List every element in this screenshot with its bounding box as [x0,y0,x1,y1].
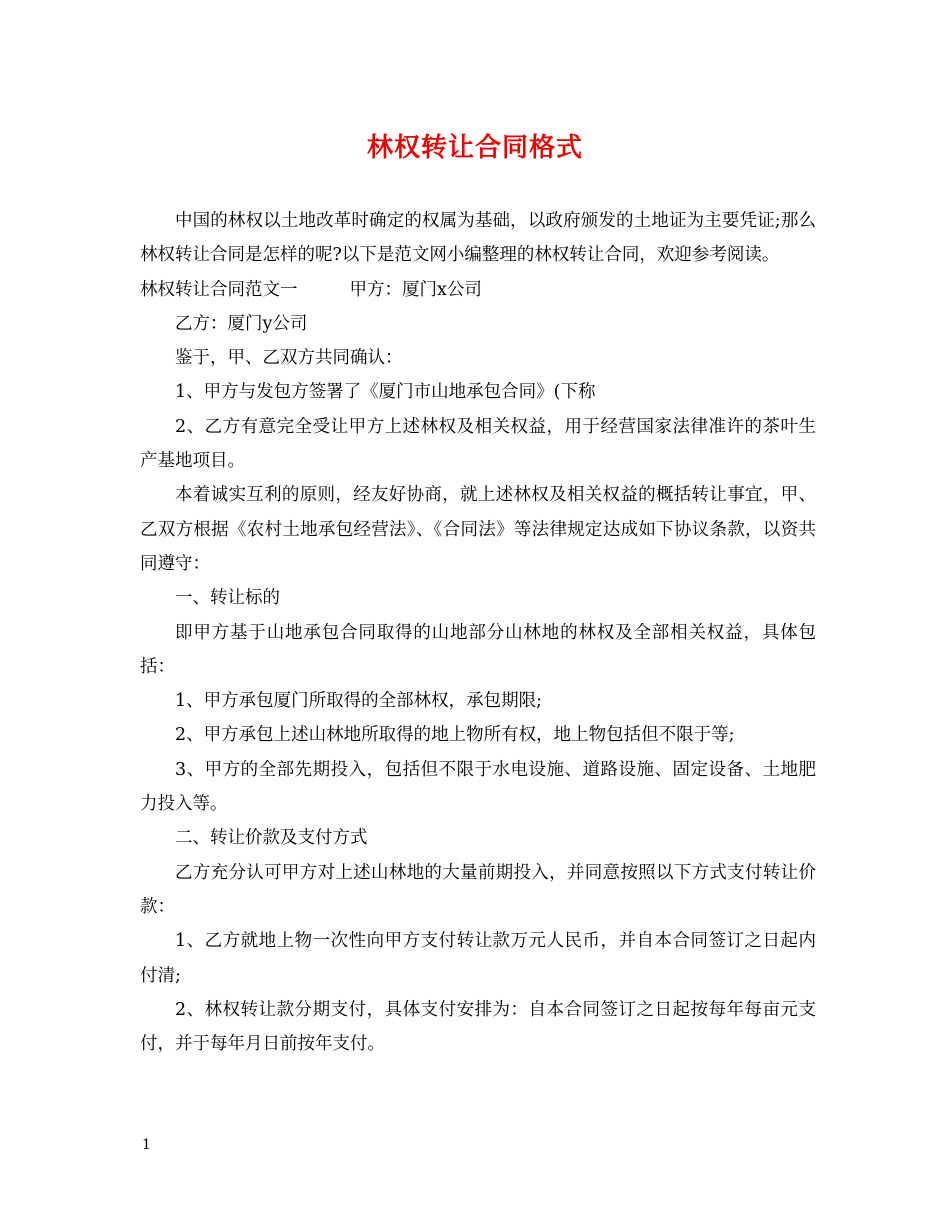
section-2-description: 乙方充分认可甲方对上述山林地的大量前期投入，并同意按照以下方式支付转让价款： [140,862,816,917]
principle-paragraph: 本着诚实互利的原则，经友好协商，就上述林权及相关权益的概括转让事宜，甲、乙双方根据《农村土地承包经营法》、《合同法》等法律规定达成如下协议条款，以资共同遵守： [140,485,816,574]
sample-heading: 林权转让合同范文一 [140,279,298,300]
section-1-item-1: 1、甲方承包厦门所取得的全部林权，承包期限; [175,691,543,712]
section-1-description: 即甲方基于山地承包合同取得的山地部分山林地的林权及全部相关权益，具体包括： [140,622,816,677]
document-title: 林权转让合同格式 [366,133,583,163]
document-body [140,204,816,1061]
whereas-item-1: 1、甲方与发包方签署了《厦门市山地承包合同》(下称 [175,382,596,403]
whereas-item-2: 2、乙方有意完全受让甲方上述林权及相关权益，用于经营国家法律准许的茶叶生产基地项目。 [140,416,816,472]
section-1-item-2: 2、甲方承包上述山林地所取得的地上物所有权，地上物包括但不限于等; [175,725,735,746]
intro-paragraph: 中国的林权以土地改革时确定的权属为基础，以政府颁发的土地证为主要凭证;那么林权转让合同是怎样的呢?以下是范文网小编整理的林权转让合同，欢迎参考阅读。 [140,211,816,266]
section-1-item-3: 3、甲方的全部先期投入，包括但不限于水电设施、道路设施、固定设备、土地肥力投入等。 [140,759,816,815]
section-2-item-2: 2、林权转让款分期支付，具体支付安排为：自本合同签订之日起按每年每亩元支付，并于每年月日前按年支付。 [140,999,816,1055]
section-1-heading: 一、转让标的 [175,588,280,609]
section-2-heading: 二、转让价款及支付方式 [175,828,368,849]
section-2-item-1: 1、乙方就地上物一次性向甲方支付转让款万元人民币，并自本合同签订之日起内付清; [140,931,816,986]
page-number: 1 [142,1137,151,1153]
party-b: 乙方：厦门y公司 [175,313,308,334]
sample-heading-line [140,273,816,307]
whereas-paragraph: 鉴于，甲、乙双方共同确认： [175,348,403,369]
party-a: 甲方：厦门x公司 [349,279,482,300]
